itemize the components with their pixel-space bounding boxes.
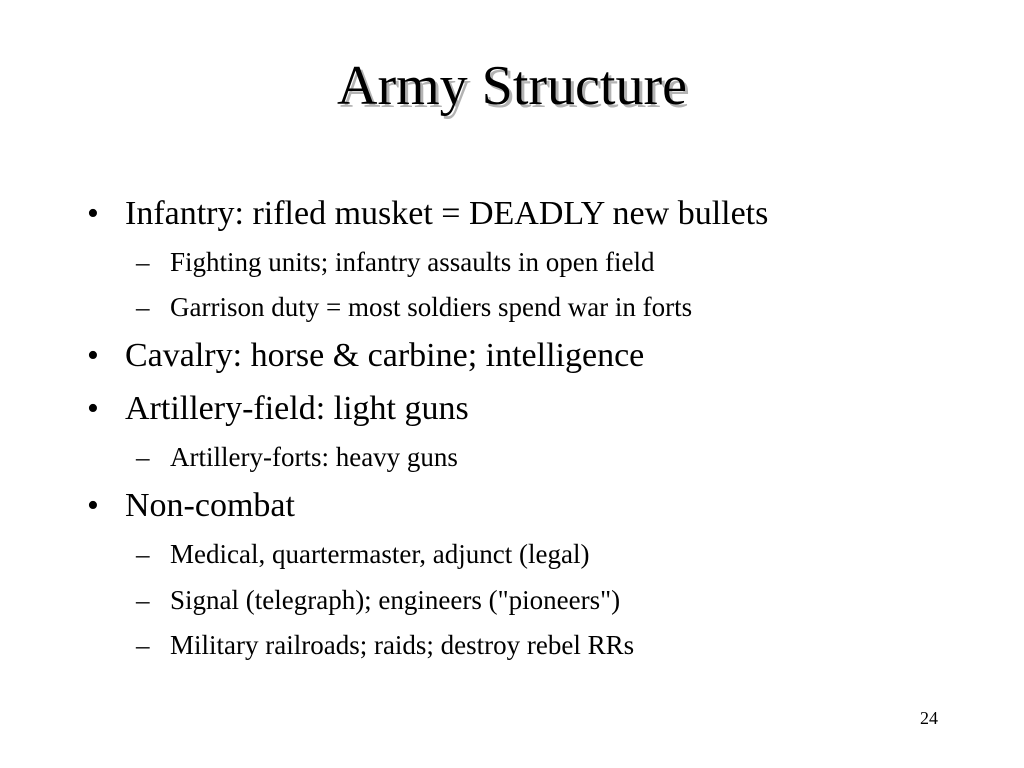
bullet-text: Non-combat xyxy=(125,487,295,524)
slide-title: Army Structure xyxy=(337,55,687,117)
bullet-marker: • xyxy=(87,487,99,524)
bullet-item xyxy=(87,194,768,234)
sub-bullet-item xyxy=(136,291,692,323)
sub-bullet-marker: – xyxy=(136,630,150,660)
sub-bullet-marker: – xyxy=(136,585,150,615)
sub-bullet-item xyxy=(136,538,589,570)
sub-bullet-marker: – xyxy=(136,247,150,277)
sub-bullet-text: Signal (telegraph); engineers ("pioneers") xyxy=(170,585,621,615)
sub-bullet-marker: – xyxy=(136,539,150,569)
sub-bullet-marker: – xyxy=(136,442,150,472)
bullet-item xyxy=(87,389,469,429)
sub-bullet-text: Military railroads; raids; destroy rebel RRs xyxy=(170,630,635,660)
bullet-marker: • xyxy=(87,337,99,374)
sub-bullet-item xyxy=(136,584,620,616)
bullet-item xyxy=(87,336,644,376)
page-number: 24 xyxy=(920,708,938,728)
sub-bullet-text: Garrison duty = most soldiers spend war in forts xyxy=(170,292,693,322)
sub-bullet-text: Artillery-forts: heavy guns xyxy=(170,442,458,472)
sub-bullet-text: Medical, quartermaster, adjunct (legal) xyxy=(170,539,590,569)
bullet-item xyxy=(87,486,295,526)
sub-bullet-item xyxy=(136,441,458,473)
sub-bullet-item xyxy=(136,629,634,661)
sub-bullet-text: Fighting units; infantry assaults in open field xyxy=(170,247,655,277)
bullet-text: Infantry: rifled musket = DEADLY new bullets xyxy=(125,195,769,232)
sub-bullet-item xyxy=(136,246,654,278)
bullet-marker: • xyxy=(87,390,99,427)
sub-bullet-marker: – xyxy=(136,292,150,322)
bullet-text: Artillery-field: light guns xyxy=(125,390,469,427)
bullet-marker: • xyxy=(87,195,99,232)
bullet-text: Cavalry: horse & carbine; intelligence xyxy=(125,337,645,374)
